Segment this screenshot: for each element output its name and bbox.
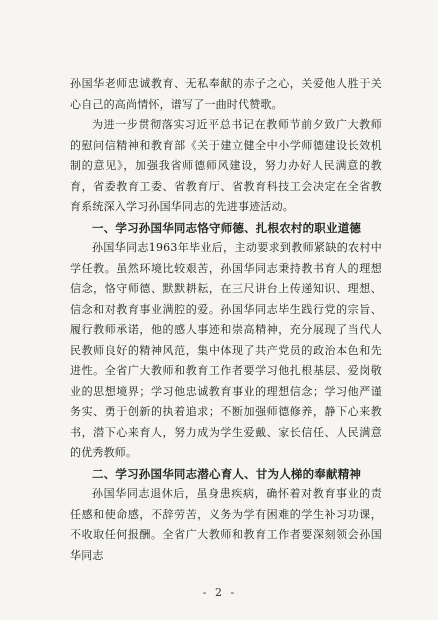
paragraph-intro: 孙国华老师忠诚教育、无私奉献的赤子之心，关爱他人胜于关心自己的高尚情怀，谱写了一曲时代赞歌。 <box>70 77 382 111</box>
paragraph-section-1: 孙国华同志1963年毕业后，主动要求到教师紧缺的农村中学任教。虽然环境比较艰苦，孙国华同志秉持教书育人的理想信念，恪守师德、默默耕耘，在三尺讲台上传递知识、理想、信念和对教育事业满腔的爱。孙国华同志毕生践行党的宗旨、履行教师承诺，他的感人事迹和崇高精神，充分展现了当代人民教师良好的精神风范，集中体现了共产党员的政治本色和先进性。全省广大教师和教育工作者要学习他扎根基层、爱岗敬业的思想境界；学习他忠诚教育事业的理想信念；学习他严谨务实、勇于创新的执着追求；不断加强师德修养，静下心来教书，潜下心来育人，努力成为学生爱戴、家长信任、人民满意的优秀教师。 <box>70 241 382 459</box>
page-number-value: 2 <box>215 586 223 599</box>
paragraph-purpose: 为进一步贯彻落实习近平总书记在教师节前夕致广大教师的慰问信精神和教育部《关于建立健全中小学师德建设长效机制的意见》，加强我省师德师风建设，努力办好人民满意的教育，省委教育工委、省教育厅、省教育科技工会决定在全省教育系统深入学习孙国华同志的先进事迹活动。 <box>70 118 382 213</box>
page-number <box>0 586 438 599</box>
page-number-dash-left: - <box>202 586 212 599</box>
paragraph-section-2: 孙国华同志退休后，虽身患疾病，确怀着对教育事业的责任感和使命感，不辞劳苦，义务为学有困难的学生补习功课，不收取任何报酬。全省广大教师和教育工作者要深刻领会孙国华同志 <box>70 487 382 562</box>
section-heading-2: 二、学习孙国华同志潜心育人、甘为人梯的奉献精神 <box>92 466 362 481</box>
page-number-dash-right: - <box>226 586 236 599</box>
document-body <box>70 74 382 566</box>
section-heading-1: 一、学习孙国华同志恪守师德、扎根农村的职业道德 <box>92 220 362 235</box>
